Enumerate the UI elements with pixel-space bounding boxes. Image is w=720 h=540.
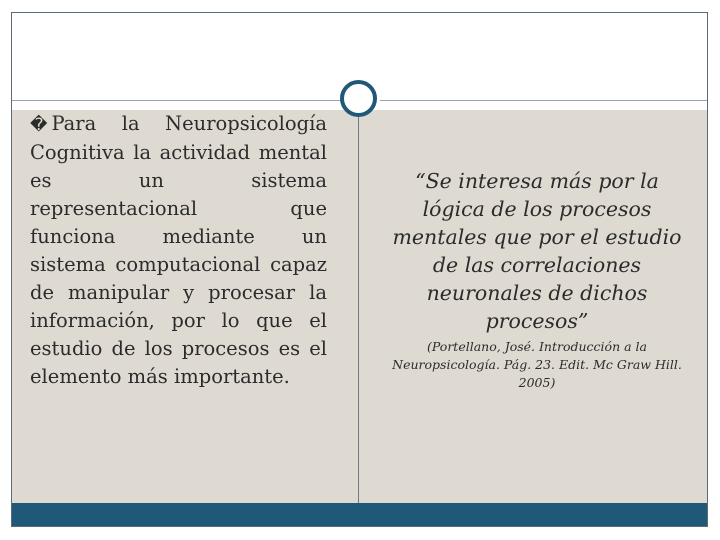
quote-text: “Se interesa más por la lógica de los procesos mentales que por el estudio de las correlaciones neuronales de dichos procesos” — [392, 169, 682, 333]
left-column-text — [30, 110, 327, 391]
circle-ornament — [340, 80, 377, 117]
column-divider — [358, 110, 359, 503]
header-rule-right — [380, 100, 707, 101]
left-paragraph: Para la Neuropsicología Cognitiva la actividad mental es un sistema representacional que funciona mediante un sistema computacional capaz de manipular y procesar la información, por lo que el estudio de los procesos es el elemento más importante. — [30, 112, 327, 388]
header-rule-left — [12, 100, 342, 101]
bullet-icon: � — [30, 115, 48, 135]
footer-bar — [12, 503, 707, 526]
quote-citation: (Portellano, José. Introducción a la Neuropsicología. Pág. 23. Edit. Mc Graw Hill. 2005) — [392, 339, 682, 390]
